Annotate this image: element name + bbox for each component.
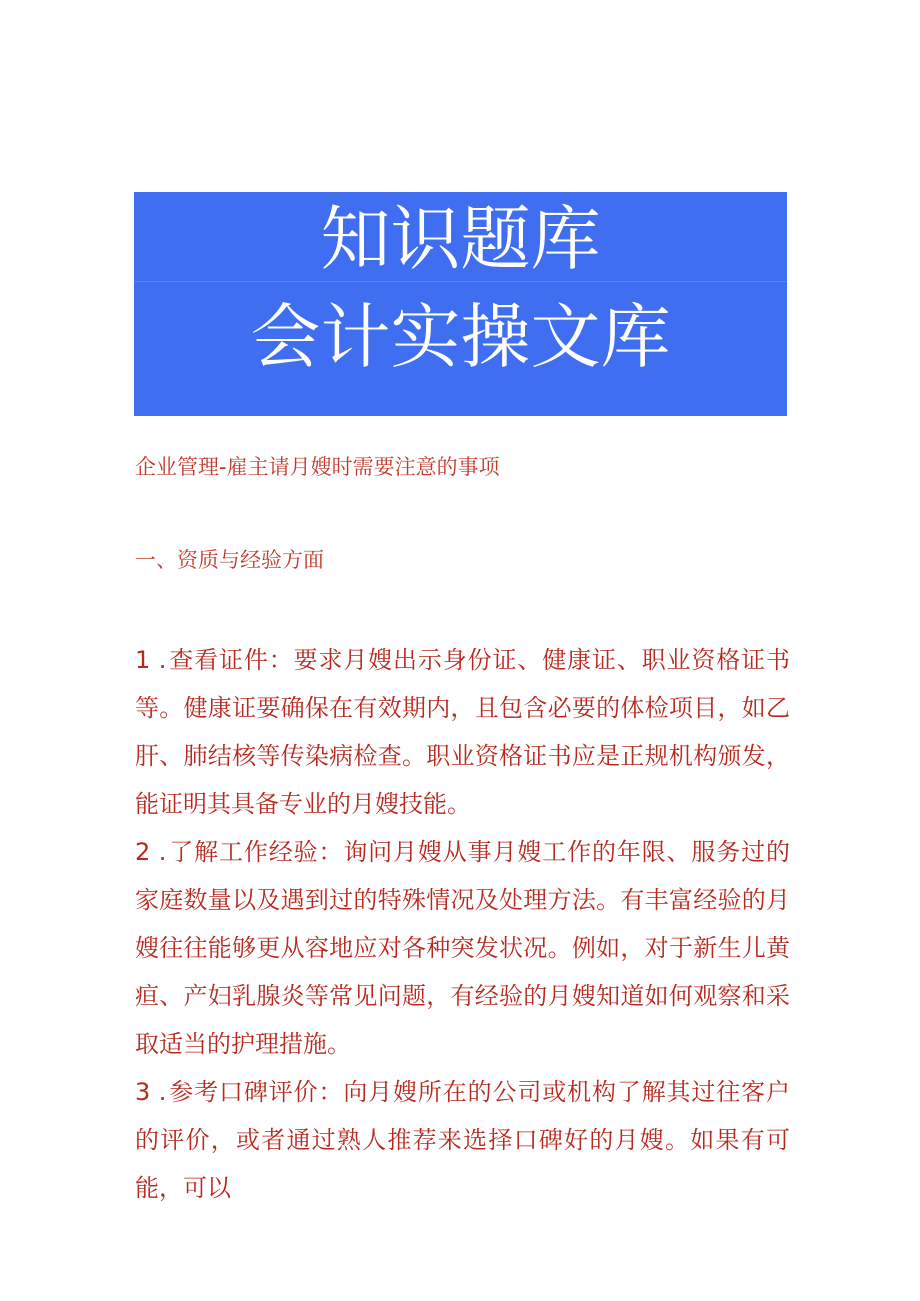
item-number: 3 . <box>135 1078 167 1106</box>
section-heading: 一、资质与经验方面 <box>135 548 324 572</box>
item-text: 参考口碑评价：向月嫂所在的公司或机构了解其过往客户的评价，或者通过熟人推荐来选择口碑好的月嫂。如果有可能，可以 <box>135 1078 791 1202</box>
title-banner <box>134 192 787 416</box>
item-number: 1 . <box>135 646 167 674</box>
paragraph-item-2 <box>135 828 790 1068</box>
paragraph-item-1 <box>135 636 790 828</box>
document-title: 企业管理-雇主请月嫂时需要注意的事项 <box>135 455 500 479</box>
banner-title-line1: 知识题库 <box>320 198 601 280</box>
item-text: 了解工作经验：询问月嫂从事月嫂工作的年限、服务过的家庭数量以及遇到过的特殊情况及处理方法。有丰富经验的月嫂往往能够更从容地应对各种突发状况。例如，对于新生儿黄疸、产妇乳腺炎等常见问题，有经验的月嫂知道如何观察和采取适当的护理措施。 <box>135 838 791 1058</box>
paragraph-item-3 <box>135 1068 790 1212</box>
item-text: 查看证件：要求月嫂出示身份证、健康证、职业资格证书等。健康证要确保在有效期内，且包含必要的体检项目，如乙肝、肺结核等传染病检查。职业资格证书应是正规机构颁发，能证明其具备专业的月嫂技能。 <box>135 646 791 818</box>
banner-title-line2: 会计实操文库 <box>250 296 671 378</box>
item-number: 2 . <box>135 838 167 866</box>
banner-divider <box>134 281 787 282</box>
